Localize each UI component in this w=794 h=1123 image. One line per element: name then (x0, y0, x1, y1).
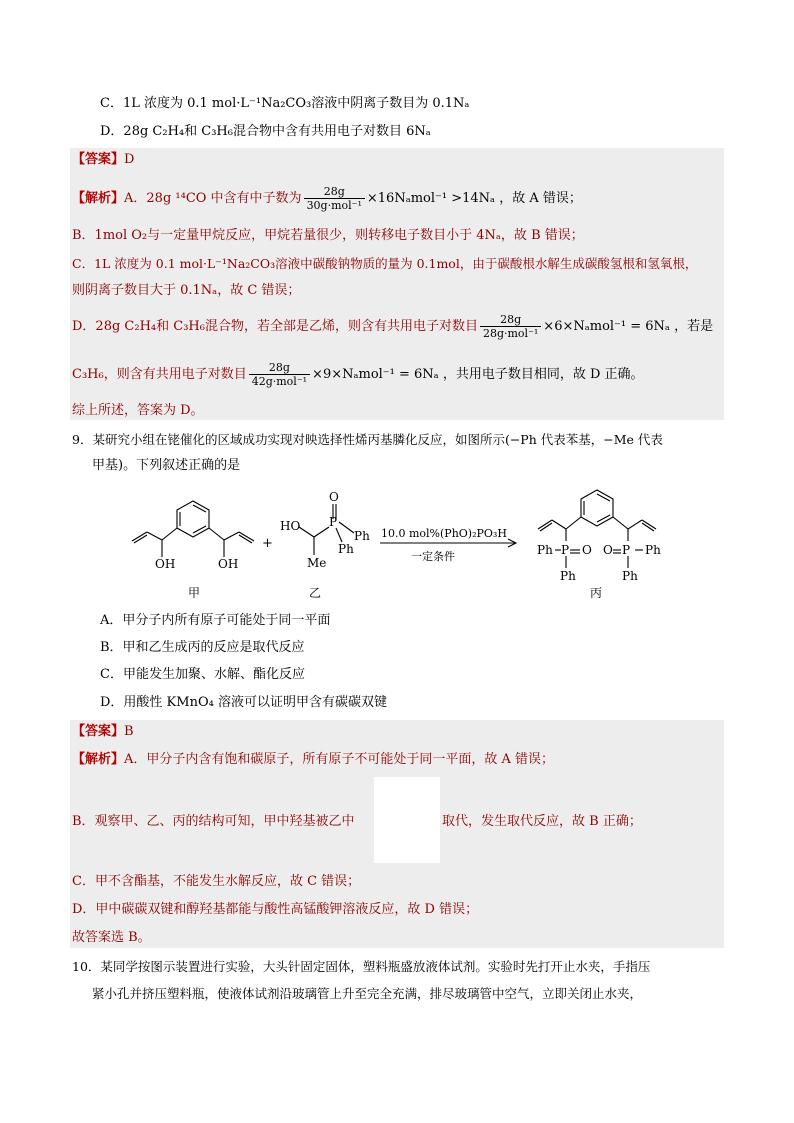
q9-option-c: C．甲能发生加聚、水解、酯化反应 (100, 667, 305, 682)
q8-exp-a-pre: A．28g ¹⁴CO 中含有中子数为 (124, 191, 302, 206)
benzene-ring-jia (177, 501, 209, 537)
q8-option-c: C．1L 浓度为 0.1 mol·L⁻¹Na₂CO₃溶液中阴离子数目为 0.1Nₐ (100, 96, 470, 111)
q9-summary: 故答案选 B。 (72, 930, 151, 945)
label-p: P (622, 543, 631, 557)
q8-option-d: D．28g C₂H₄和 C₃H₆混合物中含有共用电子对数目 6Nₐ (100, 124, 431, 139)
label-p: P (561, 543, 570, 557)
label-jia: 甲 (188, 586, 201, 600)
q8-exp-a (72, 184, 722, 214)
q10-stem-1: 10．某同学按图示装置进行实验，大头针固定固体，塑料瓶盛放液体试剂。实验时先打开止水夹，手指压 (72, 959, 651, 974)
q9-stem-1: 9．某研究小组在铑催化的区域成功实现对映选择性烯丙基膦化反应，如图所示(−Ph 代表苯基，−Me 代表 (72, 432, 663, 447)
q8-exp-d1 (72, 312, 722, 342)
q9-exp-a (72, 751, 722, 769)
label-yi: 乙 (309, 586, 322, 600)
fraction-denominator: 42g·mol⁻¹ (251, 375, 308, 388)
q9-exp-a-text: A．甲分子内含有饱和碳原子，所有原子不可能处于同一平面，故 A 错误； (124, 752, 555, 767)
fraction-numerator: 28g (249, 361, 310, 375)
q10-stem-2: 紧小孔并挤压塑料瓶，使液体试剂沿玻璃管上升至完全充满，排尽玻璃管中空气，立即关闭止水夹， (92, 986, 643, 1001)
fraction (249, 361, 310, 388)
label-ph: Ph (560, 569, 576, 583)
fraction (480, 313, 541, 340)
q9-answer-line (72, 723, 722, 741)
label-o: O (603, 543, 613, 557)
answer-tag: 【答案】 (72, 724, 125, 739)
q9-exp-b-pre: B．观察甲、乙、丙的结构可知，甲中羟基被乙中 (72, 814, 355, 829)
q8-exp-c2: 则阴离子数目大于 0.1Nₐ，故 C 错误； (72, 283, 301, 298)
label-ph: Ph (354, 529, 370, 543)
label-oh: OH (155, 557, 176, 571)
q8-exp-d1-post: ×6×Nₐmol⁻¹ = 6Nₐ ，若是 (543, 319, 714, 334)
q9-exp-c: C．甲不含酯基，不能发生水解反应，故 C 错误； (72, 874, 361, 889)
q8-summary: 综上所述，答案为 D。 (72, 403, 204, 418)
condition-label: 一定条件 (411, 550, 455, 563)
label-p: P (329, 515, 338, 529)
label-ph: Ph (338, 542, 354, 556)
label-ph: Ph (645, 543, 661, 557)
q8-exp-d2-post: ×9×Nₐmol⁻¹ = 6Nₐ ，共用电子数目相同，故 D 正确。 (312, 367, 644, 382)
label-ph: Ph (537, 543, 553, 557)
fraction-denominator: 30g·mol⁻¹ (306, 199, 362, 212)
q9-option-d: D．用酸性 KMnO₄ 溶液可以证明甲含有碳碳双键 (100, 695, 387, 710)
fraction (304, 185, 365, 212)
q8-exp-a-post: ×16Nₐmol⁻¹ >14Nₐ ，故 A 错误； (366, 191, 582, 206)
q8-exp-d2-pre: C₃H₆，则含有共用电子对数目 (72, 367, 247, 382)
q8-exp-d2 (72, 360, 722, 390)
fraction-numerator: 28g (304, 185, 365, 199)
label-oh: OH (218, 557, 239, 571)
q9-answer: B (124, 724, 134, 739)
q8-exp-d1-pre: D．28g C₂H₄和 C₃H₆混合物，若全部是乙烯，则含有共用电子对数目 (72, 319, 478, 334)
q9-exp-d: D．甲中碳碳双键和醇羟基都能与酸性高锰酸钾溶液反应，故 D 错误； (72, 902, 479, 917)
q9-stem-2: 甲基)。下列叙述正确的是 (92, 458, 241, 473)
catalyst-label: 10.0 mol%(PhO)₂PO₃H (381, 527, 507, 540)
q9-exp-b-post: 取代，发生取代反应，故 B 正确； (442, 814, 642, 829)
fraction-denominator: 28g·mol⁻¹ (482, 327, 539, 340)
q8-exp-b: B．1mol O₂与一定量甲烷反应，甲烷若量很少，则转移电子数目小于 4Nₐ，故 B 错误； (72, 228, 584, 243)
q8-exp-c1: C．1L 浓度为 0.1 mol·L⁻¹Na₂CO₃溶液中碳酸钠物质的量为 0.1mol，由于碳酸根水解生成碳酸氢根和氢氧根， (72, 256, 698, 271)
label-ph: Ph (622, 569, 638, 583)
fraction-numerator: 28g (480, 313, 541, 327)
q8-answer-line (72, 151, 722, 169)
q8-answer: D (124, 152, 135, 167)
analysis-tag: 【解析】 (72, 191, 125, 206)
label-o: O (582, 543, 592, 557)
label-plus: + (262, 536, 273, 551)
label-bing: 丙 (590, 586, 603, 600)
q9-option-b: B．甲和乙生成丙的反应是取代反应 (100, 640, 305, 655)
q9-option-a: A．甲分子内所有原子可能处于同一平面 (100, 613, 331, 628)
answer-tag: 【答案】 (72, 152, 125, 167)
label-me: Me (307, 556, 327, 570)
benzene-ring-bing (581, 490, 613, 526)
label-o: O (329, 490, 339, 504)
label-ho: HO (280, 519, 301, 533)
analysis-tag: 【解析】 (72, 752, 125, 767)
